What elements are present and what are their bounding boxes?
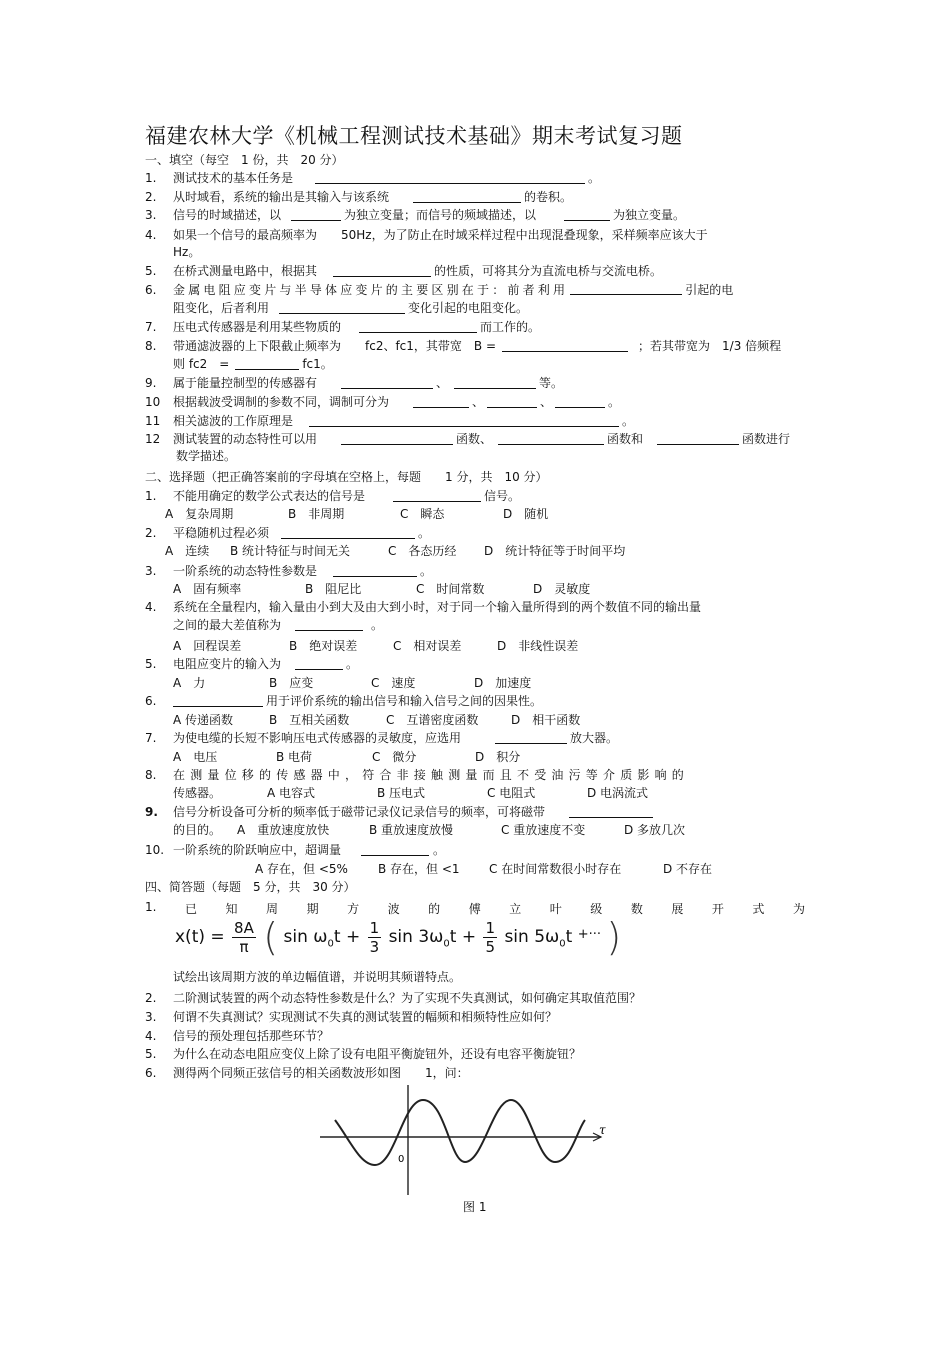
short-q5: 5. 为什么在动态电阻应变仪上除了设有电阻平衡旋钮外，还设有电容平衡旋钮？ <box>145 1047 582 1061</box>
fill-q2: 2. 从时域看，系统的输出是其输入与该系统 的卷积。 <box>145 190 573 204</box>
fill-q1: 1. 测试技术的基本任务是 。 <box>145 171 601 185</box>
page-title: 福建农林大学《机械工程测试技术基础》期末考试复习题 <box>145 124 683 148</box>
choice-q1: 1. 不能用确定的数学公式表达的信号是 信号。 <box>145 489 521 503</box>
choice-q4: 4. 系统在全量程内，输入量由小到大及由大到小时，对于同一个输入量所得到的两个数值不同的输出量 <box>145 600 702 614</box>
fill-q3: 3. 信号的时域描述，以 为独立变量；而信号的频域描述，以 为独立变量。 <box>145 208 686 222</box>
fill-q7: 7. 压电式传感器是利用某些物质的 而工作的。 <box>145 320 541 334</box>
choice-q5-options: A 力 B 应变 C 速度 D 加速度 <box>173 676 532 690</box>
fill-q8: 8. 带通滤波器的上下限截止频率为 fc2、fc1，其带宽 B = ；若其带宽为 1/3 倍频程 <box>145 339 782 353</box>
fill-q6: 6. 金属电阻应变片与半导体应变片的主要区别在于：前者利用 引起的电 <box>145 283 734 297</box>
choice-q6-options: A 传递函数 B 互相关函数 C 互谱密度函数 D 相干函数 <box>173 713 581 727</box>
fill-q12: 12 测试装置的动态特性可以用 函数、 函数和 函数进行 <box>145 432 791 446</box>
choice-q3: 3. 一阶系统的动态特性参数是 。 <box>145 564 433 578</box>
choice-q2-options: A 连续 B 统计特征与时间无关 C 各态历经 D 统计特征等于时间平均 <box>165 544 626 558</box>
origin-label: 0 <box>398 1154 405 1165</box>
choice-q4-options: A 回程误差 B 绝对误差 C 相对误差 D 非线性误差 <box>173 639 579 653</box>
section-choice: 二、选择题（把正确答案前的字母填在空格上，每题 1 分，共 10 分） <box>145 470 548 484</box>
fill-q5: 5. 在桥式测量电路中，根据其 的性质，可将其分为直流电桥与交流电桥。 <box>145 264 663 278</box>
choice-q6: 6. 用于评价系统的输出信号和输入信号之间的因果性。 <box>145 694 543 708</box>
tau-label: τ <box>599 1123 606 1137</box>
choice-q2: 2. 平稳随机过程必须 。 <box>145 526 431 540</box>
choice-q4-cont: 之间的最大差值称为 。 <box>173 618 384 632</box>
correlation-curve <box>335 1100 585 1165</box>
fill-q4-cont: Hz。 <box>173 245 201 259</box>
figure-caption: 图 1 <box>463 1200 487 1214</box>
choice-q7: 7. 为使电缆的长短不影响压电式传感器的灵敏度，应选用 放大器。 <box>145 731 619 745</box>
short-q3: 3. 何谓不失真测试？实现测试不失真的测试装置的幅频和相频特性应如何？ <box>145 1010 558 1024</box>
choice-q3-options: A 固有频率 B 阻尼比 C 时间常数 D 灵敏度 <box>173 582 591 596</box>
choice-q8: 8. 在测量位移的传感器中，符合非接触测量而且不受油污等介质影响的 <box>145 768 690 782</box>
fill-q8-cont: 则 fc2 = fc1。 <box>173 357 333 371</box>
choice-q1-options: A 复杂周期 B 非周期 C 瞬态 D 随机 <box>165 507 549 521</box>
section-short-answer: 四、简答题（每题 5 分，共 30 分） <box>145 880 356 894</box>
fill-q12-cont: 数学描述。 <box>176 449 237 463</box>
choice-q10: 10. 一阶系统的阶跃响应中，超调量 。 <box>145 843 446 857</box>
short-q4: 4. 信号的预处理包括那些环节？ <box>145 1029 330 1043</box>
choice-q10-options: A 存在，但 <5% B 存在，但 <1 C 在时间常数很小时存在 D 不存在 <box>255 862 713 876</box>
figure-1-waveform <box>315 1080 615 1200</box>
fill-q9: 9. 属于能量控制型的传感器有 、 等。 <box>145 376 564 390</box>
short-q6: 6. 测得两个同频正弦信号的相关函数波形如图 1，问： <box>145 1066 469 1080</box>
fill-q6-cont: 阻变化，后者利用 变化引起的电阻变化。 <box>173 301 529 315</box>
choice-q9: 9. 信号分析设备可分析的频率低于磁带记录仪记录信号的频率，可将磁带 <box>145 805 657 820</box>
short-q1: 1. 已 知 周 期 方 波 的 傅 立 叶 级 数 展 开 式 为 <box>145 900 805 916</box>
short-q2: 2. 二阶测试装置的两个动态特性参数是什么？为了实现不失真测试，如何确定其取值范围？ <box>145 991 642 1005</box>
section-fill-blank: 一、填空（每空 1 份，共 20 分） <box>145 153 344 167</box>
choice-q5: 5. 电阻应变片的输入为 。 <box>145 657 359 671</box>
fill-q4: 4. 如果一个信号的最高频率为 50Hz，为了防止在时域采样过程中出现混叠现象，采样频率应该大于 <box>145 228 708 242</box>
fill-q10: 10 根据载波受调制的参数不同，调制可分为 、 、 。 <box>145 395 621 409</box>
choice-q9-cont: 的目的。 A 重放速度放快 B 重放速度放慢 C 重放速度不变 D 多放几次 <box>173 823 686 837</box>
choice-q8-cont: 传感器。 A 电容式 B 压电式 C 电阻式 D 电涡流式 <box>173 786 649 800</box>
fill-q11: 11 相关滤波的工作原理是 。 <box>145 414 635 428</box>
choice-q7-options: A 电压 B 电荷 C 微分 D 积分 <box>173 750 521 764</box>
fourier-formula: x(t) = $\frac{8A}{\pi}$ ( $\sin \omega_0t$ + $\frac{1}{3}$ $\sin 3\omega_0t$ + $\frac{1}{5}$ $\sin 5\omega_0t$ +··· ) <box>175 915 622 959</box>
short-q1-cont: 试绘出该周期方波的单边幅值谱，并说明其频谱特点。 <box>173 970 462 984</box>
